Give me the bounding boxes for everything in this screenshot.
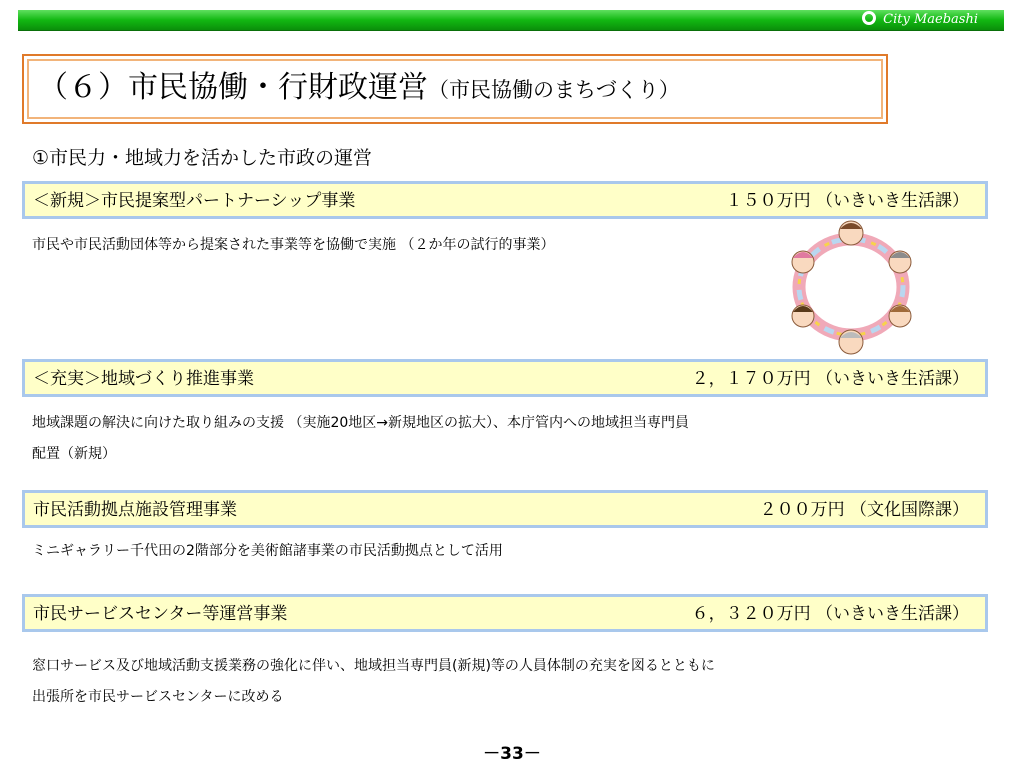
project-description: ミニギャラリー千代田の2階部分を美術館諸事業の市民活動拠点として活用 bbox=[32, 543, 503, 559]
project-name: 市民活動拠点施設管理事業 bbox=[33, 500, 237, 520]
project-description: 出張所を市民サービスセンターに改める bbox=[32, 689, 284, 705]
project-amount: ６，３２０万円 （いきいき生活課） bbox=[691, 604, 969, 624]
project-bar-community-building bbox=[22, 359, 988, 397]
project-bar-partnership bbox=[22, 181, 988, 219]
section-heading: ①市民力・地域力を活かした市政の運営 bbox=[32, 147, 373, 169]
project-bar-service-center bbox=[22, 594, 988, 632]
people-circle-illustration bbox=[776, 218, 926, 356]
person-face bbox=[792, 305, 814, 327]
project-description: 市民や市民活動団体等から提案された事業等を協働で実施 （２か年の試行的事業） bbox=[32, 237, 555, 253]
brand-text: City Maebashi bbox=[883, 12, 978, 27]
person-face bbox=[889, 305, 911, 327]
project-name: 市民サービスセンター等運営事業 bbox=[33, 604, 288, 624]
project-bar-activity-base bbox=[22, 490, 988, 528]
person-face bbox=[839, 221, 863, 245]
header-bar bbox=[18, 10, 1004, 31]
project-amount: １５０万円 （いきいき生活課） bbox=[725, 191, 969, 211]
project-description: 配置（新規） bbox=[32, 446, 116, 462]
brand-label bbox=[862, 11, 978, 29]
project-amount: ２００万円 （文化国際課） bbox=[759, 500, 969, 520]
circle-logo-icon bbox=[862, 11, 876, 25]
person-face bbox=[889, 251, 911, 273]
project-name: ＜新規＞市民提案型パートナーシップ事業 bbox=[33, 191, 356, 211]
title-main: （６）市民協働・行財政運営 bbox=[38, 70, 428, 105]
project-name: ＜充実＞地域づくり推進事業 bbox=[33, 369, 254, 389]
project-amount: ２，１７０万円 （いきいき生活課） bbox=[691, 369, 969, 389]
ring-of-hands bbox=[799, 239, 903, 335]
project-description: 地域課題の解決に向けた取り組みの支援 （実施20地区→新規地区の拡大）、本庁管内への地域担当専門員 bbox=[32, 415, 689, 431]
project-description: 窓口サービス及び地域活動支援業務の強化に伴い、地域担当専門員(新規)等の人員体制の充実を図るとともに bbox=[32, 658, 715, 674]
person-face bbox=[792, 251, 814, 273]
title-subtitle: （市民協働のまちづくり） bbox=[428, 78, 680, 102]
title-box bbox=[22, 54, 888, 124]
page-title bbox=[38, 68, 680, 110]
page-number: －33－ bbox=[483, 744, 541, 764]
person-face bbox=[839, 330, 863, 354]
